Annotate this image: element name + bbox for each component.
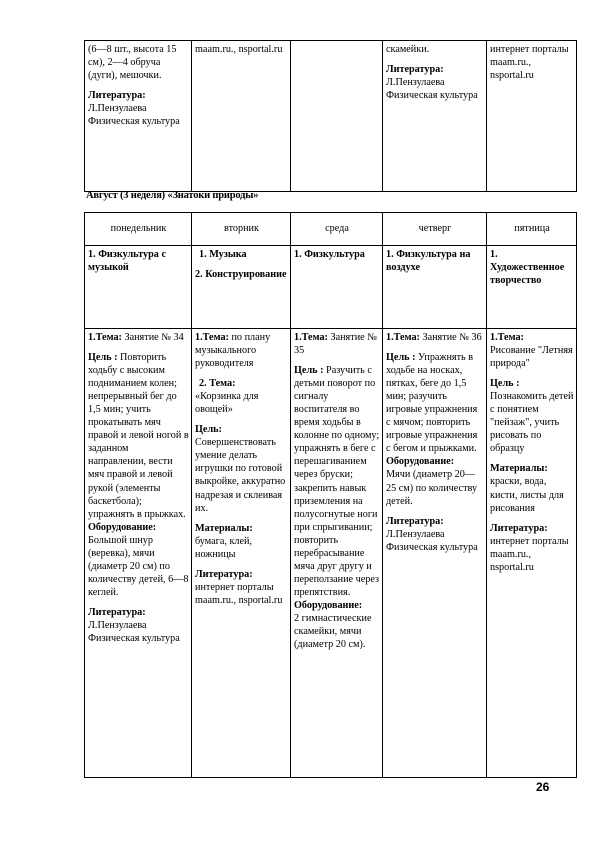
- theme-label: 1.Тема:: [490, 332, 524, 343]
- week-heading: Август (3 неделя) «Знатоки природы»: [86, 190, 259, 201]
- theme: [88, 331, 189, 344]
- literature-label: Литература:: [88, 90, 146, 102]
- equipment-label: Оборудование:: [386, 456, 455, 468]
- goal-label: Цель :: [490, 378, 520, 390]
- day-header-friday: пятница: [487, 213, 577, 246]
- page-number: 26: [536, 780, 550, 794]
- theme2-text: «Корзинка для овощей»: [195, 391, 259, 416]
- table-header-row: [85, 213, 577, 246]
- table-cell: [192, 41, 291, 192]
- literature-label: Литература:: [386, 515, 444, 527]
- goal-label: Цель:: [195, 424, 222, 436]
- activity-monday: 1. Физкультура с музыкой: [85, 246, 192, 329]
- table-cell: [487, 41, 577, 192]
- day-header-wednesday: среда: [291, 213, 383, 246]
- cell-text: maam.ru., nsportal.ru: [195, 44, 283, 55]
- equipment-label: Оборудование:: [294, 599, 363, 611]
- plan-tuesday: [192, 329, 291, 778]
- literature-text: Л.Пензулаева Физическая культура: [88, 103, 180, 128]
- literature-label: Литература:: [386, 64, 444, 76]
- theme-text: Занятие № 35: [294, 332, 377, 357]
- materials-label: Материалы:: [195, 522, 253, 534]
- goal-label: Цель :: [294, 365, 324, 377]
- day-header-monday: понедельник: [85, 213, 192, 246]
- table-cell: [85, 41, 192, 192]
- goal: [294, 364, 380, 599]
- goal-text: Разучить с детьми поворот по сигналу воспитателя во время ходьбы в колонне по одному; упражнять в беге с перешагиванием через бруски; закрепить навык приземления на полусогнутые ноги при спрыгивании; повторить перебрасывание мяча друг другу и переползание через препятствия.: [294, 365, 380, 598]
- activity-tuesday-2: 2. Конструирование: [195, 269, 287, 281]
- materials-label: Материалы:: [490, 463, 548, 475]
- theme: [294, 331, 380, 357]
- goal: [88, 351, 189, 521]
- theme-text: Рисование "Летняя природа": [490, 345, 573, 370]
- goal-text: Совершенствовать умение делать игрушки по готовой выкройке, аккуратно надрезая и склеивая их.: [195, 437, 286, 514]
- equipment-text: Мячи (диаметр 20—25 см) по количеству детей.: [386, 469, 478, 507]
- plan-monday: [85, 329, 192, 778]
- literature-label: Литература:: [88, 606, 146, 618]
- activity-friday: 1. Художественное творчество: [487, 246, 577, 329]
- activity-wednesday: 1. Физкультура: [291, 246, 383, 329]
- goal: [386, 351, 484, 455]
- equipment-text: 2 гимнастические скамейки, мячи (диаметр 20 см).: [294, 612, 372, 651]
- plan-friday: [487, 329, 577, 778]
- literature-text: Л.Пензулаева Физическая культура: [386, 77, 478, 102]
- plan-row: [85, 329, 577, 778]
- theme-label: 1.Тема:: [386, 332, 420, 343]
- table-cell: [291, 41, 383, 192]
- cell-text: скамейки.: [386, 44, 430, 55]
- theme-label: 1.Тема:: [294, 332, 328, 343]
- cell-text: (6—8 шт., высота 15 см), 2—4 обруча (дуги), мешочки.: [88, 44, 177, 82]
- table-row: [85, 41, 577, 192]
- goal-label: Цель :: [88, 352, 118, 364]
- plan-thursday: [383, 329, 487, 778]
- activities-row: [85, 246, 577, 329]
- activity-tuesday-1: 1. Музыка: [199, 249, 247, 260]
- literature-text: Л.Пензулаева Физическая культура: [88, 619, 180, 645]
- theme2-label: 2. Тема:: [199, 378, 236, 390]
- theme-label: 1.Тема:: [88, 332, 122, 343]
- theme-text: Занятие № 34: [121, 332, 184, 343]
- literature-label: Литература:: [490, 522, 548, 534]
- equipment-text: Большой шнур (веревка), мячи (диаметр 20 см) по количеству детей, 6—8 кеглей.: [88, 534, 189, 598]
- equipment-label: Оборудование:: [88, 521, 157, 533]
- activity-tuesday: [192, 246, 291, 329]
- theme-text: Занятие № 36: [419, 332, 482, 343]
- theme: [386, 331, 484, 344]
- literature-text: Л.Пензулаева Физическая культура: [386, 528, 478, 553]
- literature-text: интернет порталы maam.ru., nsportal.ru: [490, 535, 569, 573]
- literature-label: Литература:: [195, 568, 253, 580]
- theme-label: 1.Тема:: [195, 332, 229, 343]
- goal-label: Цель :: [386, 352, 416, 364]
- goal-text: Повторить ходьбу с высоким подниманием колен; непрерывный бег до 1,5 мин; учить прокатывать мяч правой и левой ногой в заданном направлении, вести мяч правой и левой рукой (элементы баскетбола); упражнять в прыжках.: [88, 352, 189, 520]
- goal-text: Упражнять в ходьбе на носках, пятках, беге до 1,5 мин; разучить игровые упражнения с мячом; повторить игровые упражнения с бегом и прыжками.: [386, 352, 478, 455]
- cell-text: интернет порталы maam.ru., nsportal.ru: [490, 44, 569, 82]
- previous-week-table: [84, 40, 577, 192]
- activity-thursday: 1. Физкультура на воздухе: [383, 246, 487, 329]
- goal-text: Познакомить детей с понятием "пейзаж", учить рисовать по образцу: [490, 391, 574, 455]
- theme-text: по плану музыкального руководителя: [195, 332, 271, 370]
- literature-text: интернет порталы maam.ru., nsportal.ru: [195, 581, 283, 606]
- table-cell: [383, 41, 487, 192]
- plan-wednesday: [291, 329, 383, 778]
- day-header-thursday: четверг: [383, 213, 487, 246]
- theme: [195, 331, 288, 370]
- week-plan-table: [84, 212, 577, 778]
- day-header-tuesday: вторник: [192, 213, 291, 246]
- materials-text: бумага, клей, ножницы: [195, 535, 253, 560]
- materials-text: краски, вода, кисти, листы для рисования: [490, 476, 564, 514]
